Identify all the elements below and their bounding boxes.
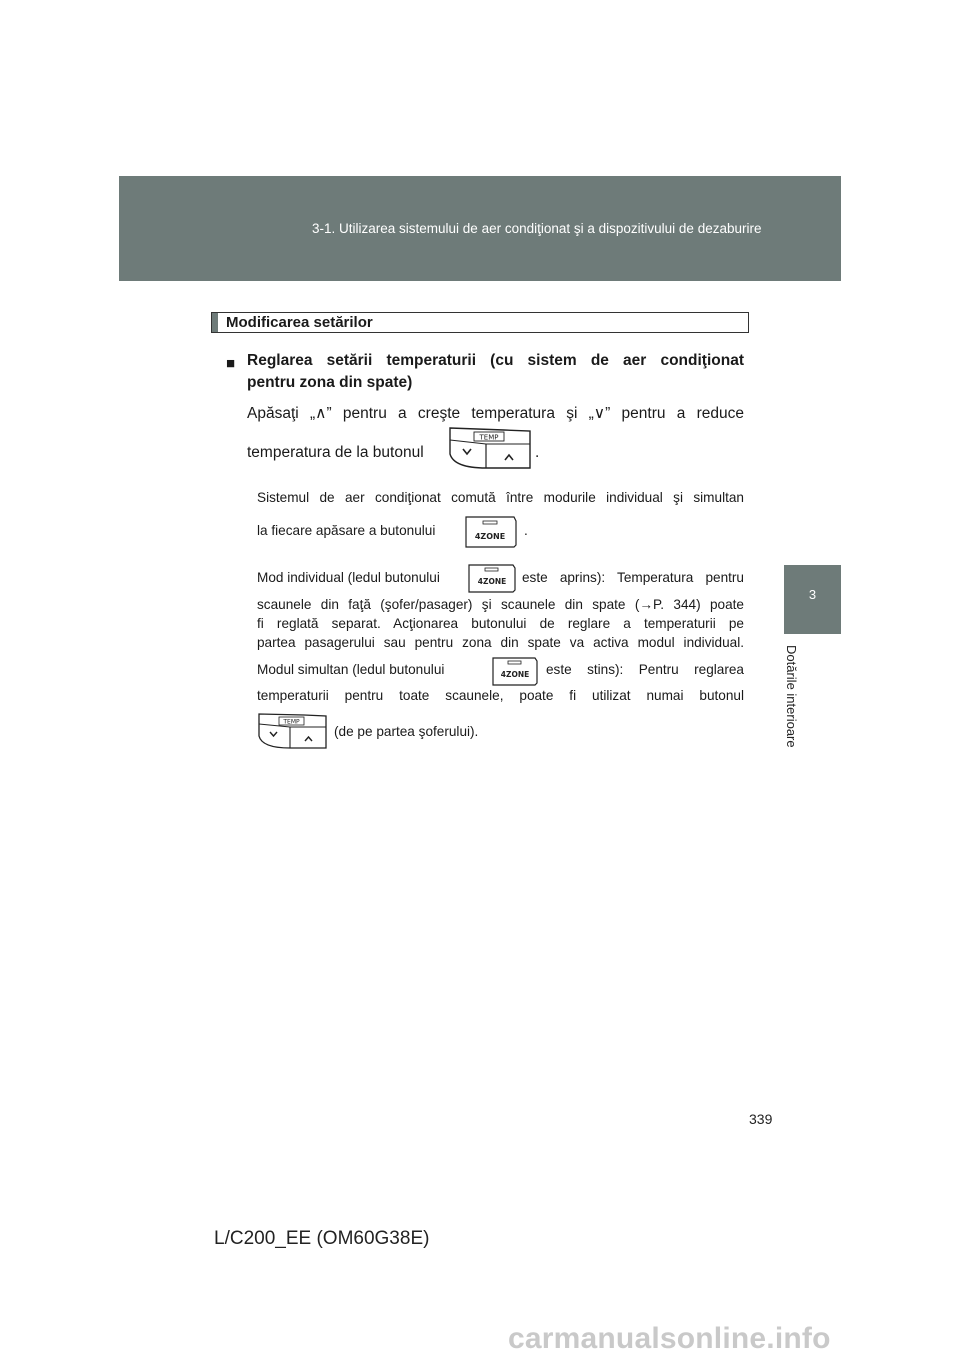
- section-bar: [212, 313, 218, 332]
- zone-button-icon: [491, 656, 539, 686]
- note2-line4: partea pasagerului sau pentru zona din spate va activa modul individual.: [257, 635, 744, 650]
- svg-text:4ZONE: 4ZONE: [477, 577, 507, 586]
- note3-line3: (de pe partea şoferului).: [334, 724, 479, 739]
- page-number: 339: [749, 1111, 773, 1127]
- subsection-title-line2: pentru zona din spate): [247, 374, 413, 391]
- note2-line2: scaunele din faţă (şofer/pasager) şi scaunele din spate (→P. 344) poate: [257, 597, 744, 612]
- note2-line1-b: este aprins): Temperatura pentru: [522, 570, 744, 585]
- note3-line1-a: Modul simultan (ledul butonului: [257, 662, 445, 677]
- note2-line1-a: Mod individual (ledul butonului: [257, 570, 440, 585]
- svg-text:4ZONE: 4ZONE: [500, 670, 530, 679]
- note1-line1: Sistemul de aer condiţionat comută între modurile individual şi simultan: [257, 490, 744, 505]
- note1-line2-end: .: [524, 523, 528, 538]
- note1-line2: la fiecare apăsare a butonului: [257, 523, 436, 538]
- svg-text:TEMP: TEMP: [283, 718, 300, 726]
- bullet-icon: ■: [226, 355, 236, 372]
- svg-text:4ZONE: 4ZONE: [474, 532, 506, 541]
- temp-button-icon: [446, 426, 532, 470]
- zone-button-icon: [467, 563, 517, 593]
- watermark: carmanualsonline.info: [508, 1322, 831, 1355]
- model-code: L/C200_EE (OM60G38E): [214, 1228, 430, 1249]
- section-title: Modificarea setărilor: [226, 314, 373, 331]
- body-line2-end: .: [535, 444, 540, 461]
- note3-line1-b: este stins): Pentru reglarea: [546, 662, 744, 677]
- note3-line2: temperaturii pentru toate scaunele, poate fi utilizat numai butonul: [257, 688, 744, 703]
- zone-button-icon: [464, 515, 518, 549]
- subsection-title-line1: Reglarea setării temperaturii (cu sistem de aer condiţionat: [247, 352, 744, 369]
- temp-button-icon: [256, 712, 328, 750]
- temp-label: TEMP: [479, 433, 499, 442]
- section-header: [211, 312, 749, 333]
- chapter-title: 3-1. Utilizarea sistemului de aer condiţionat şi a dispozitivului de dezaburire: [312, 221, 762, 236]
- side-tab-number: 3: [808, 587, 817, 602]
- body-line2: temperatura de la butonul: [247, 444, 424, 461]
- note2-line3: fi reglată separat. Acţionarea butonului de reglare a temperaturii pe: [257, 616, 744, 631]
- side-tab[interactable]: [784, 565, 841, 634]
- side-tab-label: Dotările interioare: [784, 645, 799, 748]
- body-line1: Apăsaţi „∧” pentru a creşte temperatura şi „∨” pentru a reduce: [247, 405, 744, 422]
